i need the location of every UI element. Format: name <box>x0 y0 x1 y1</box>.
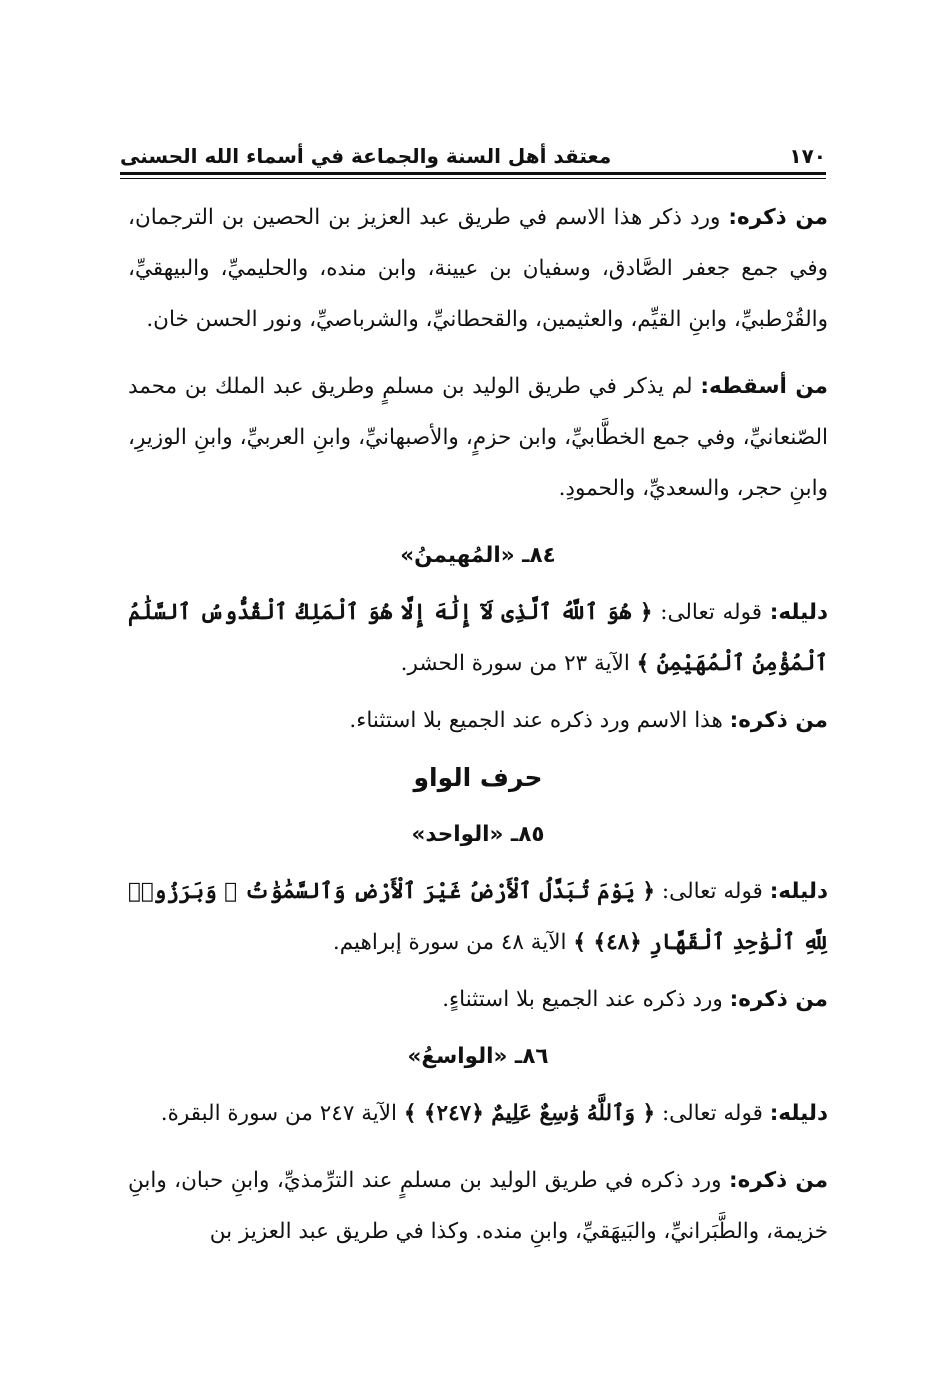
quran-verse: ﴿ يَوْمَ تُبَدَّلُ ٱلْأَرْضُ غَيْرَ ٱلْأَرْضِ وَٱلسَّمَٰوَٰتُ ۖ وَبَرَزُوا۟ لِلَّهِ ٱلْوَٰحِدِ ٱلْقَهَّارِ ﴿٤٨﴾ ﴾ <box>128 879 828 955</box>
paragraph-evidence-85 <box>128 866 828 968</box>
evidence-intro: قوله تعالى: <box>660 600 762 625</box>
paragraph-mentioned-83 <box>128 192 828 345</box>
label-evidence: دليله: <box>769 1101 828 1126</box>
verse-reference: الآية ٢٣ من سورة الحشر. <box>400 651 630 676</box>
verse-reference: الآية ٤٨ من سورة إبراهيم. <box>332 930 567 955</box>
label-evidence: دليله: <box>769 600 829 625</box>
paragraph-mentioned-86 <box>128 1155 828 1257</box>
paragraph-mentioned-85 <box>128 974 828 1025</box>
page-number: ١٧٠ <box>789 144 826 168</box>
section-heading: حرف الواو <box>413 763 543 792</box>
label-mentioned: من ذكره: <box>728 205 828 230</box>
paragraph-text: هذا الاسم ورد ذكره عند الجميع بلا استثناء. <box>349 708 723 733</box>
quran-verse: ﴿ هُوَ ٱللَّهُ ٱلَّذِى لَآ إِلَٰهَ إِلَّا هُوَ ٱلْمَلِكُ ٱلْقُدُّوسُ ٱلسَّلَٰمُ ٱلْمُؤْمِنُ ٱلْمُهَيْمِنُ ﴾ <box>128 600 828 676</box>
paragraph-evidence-84 <box>128 587 828 689</box>
paragraph-text: ورد ذكره في طريق الوليد بن مسلمٍ عند الترِّمذيِّ، وابنِ حبان، وابنِ خزيمة، والطَّبَرانيِّ، والبَيهَقيِّ، وابنِ منده. وكذا في طريق عبد العزيز بن <box>128 1168 828 1244</box>
book-title: معتقد أهل السنة والجماعة في أسماء الله الحسنى <box>120 144 612 168</box>
paragraph-text: ورد ذكر هذا الاسم في طريق عبد العزيز بن الحصين بن الترجمان، وفي جمع جعفر الصَّادق، وسفيان بن عيينة، وابن منده، والحليميِّ، والبيهقيِّ، والقُرْطبيِّ، وابنِ القيِّم، والعثيمين، والقحطانيِّ، والشرباصيِّ، ونور الحسن خان. <box>128 205 828 332</box>
page-header <box>120 128 826 168</box>
page-body <box>128 192 828 1263</box>
paragraph-text: ورد ذكره عند الجميع بلا استثناءٍ. <box>442 987 723 1012</box>
header-rule-thin <box>120 178 826 179</box>
label-mentioned: من ذكره: <box>729 708 828 733</box>
verse-reference: الآية ٢٤٧ من سورة البقرة. <box>160 1101 397 1126</box>
paragraph-evidence-86 <box>128 1088 828 1139</box>
paragraph-mentioned-84 <box>128 695 828 746</box>
header-rule-thick <box>120 172 826 175</box>
label-omitted: من أسقطه: <box>700 374 828 399</box>
label-mentioned: من ذكره: <box>729 1168 829 1193</box>
heading-name-85: ٨٥ـ «الواحد» <box>411 822 545 847</box>
evidence-intro: قوله تعالى: <box>661 1101 763 1126</box>
evidence-intro: قوله تعالى: <box>661 879 763 904</box>
label-mentioned: من ذكره: <box>729 987 828 1012</box>
label-evidence: دليله: <box>769 879 828 904</box>
paragraph-text: لم يذكر في طريق الوليد بن مسلمٍ وطريق عبد الملك بن محمد الصّنعانيِّ، وفي جمع الخطَّابيِّ، وابن حزمٍ، والأصبهانيِّ، وابنِ العربيِّ، وابنِ الوزيرِ، وابنِ حجر، والسعديِّ، والحمودِ. <box>128 374 828 501</box>
heading-name-86: ٨٦ـ «الواسعُ» <box>407 1044 549 1069</box>
quran-verse: ﴿ وَٱللَّهُ وَٰسِعٌ عَلِيمٌ ﴿٢٤٧﴾ ﴾ <box>403 1101 656 1126</box>
paragraph-omitted-83 <box>128 361 828 514</box>
heading-name-84: ٨٤ـ «المُهيمنُ» <box>400 543 556 568</box>
